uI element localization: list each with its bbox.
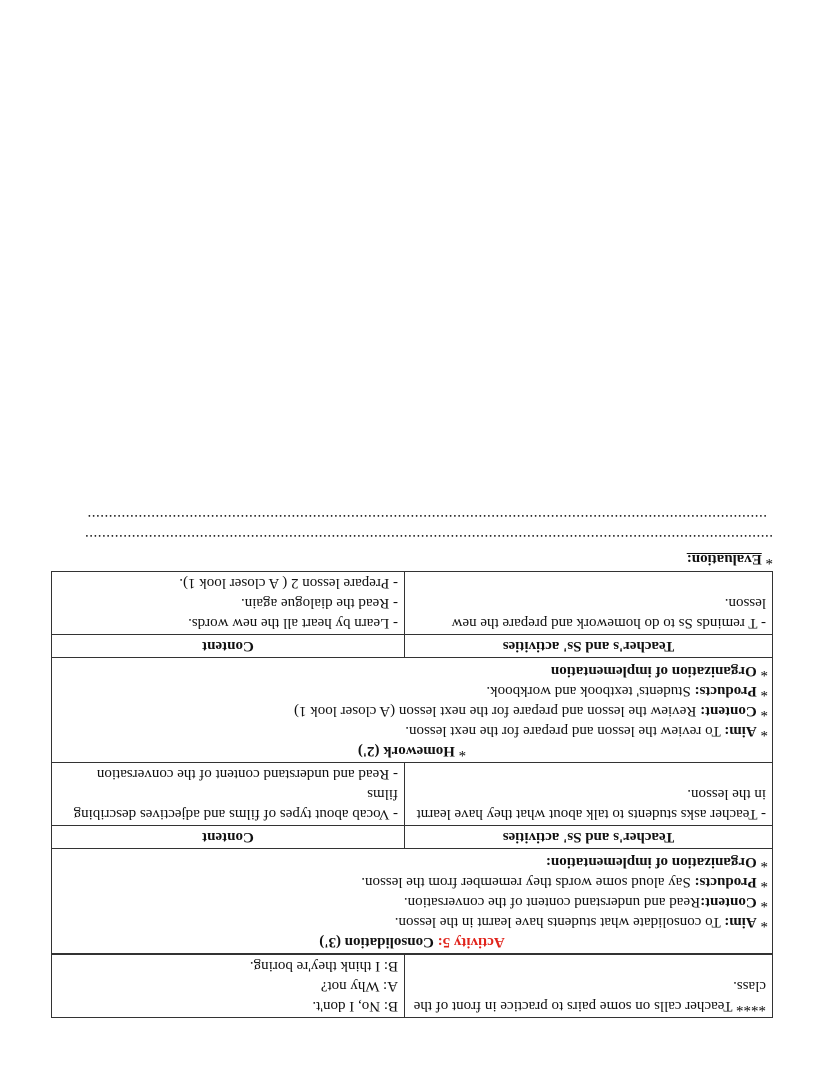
activity5-content: * Content:Read and understand content of the conversation. bbox=[403, 894, 768, 910]
activity5-prefix: Activity 5: bbox=[437, 934, 505, 950]
activity5-organization: * Organization of implementation: bbox=[545, 854, 768, 870]
homework-header-row bbox=[52, 658, 773, 763]
teacher-activity-cell bbox=[405, 955, 773, 1018]
content-cell: - Vocab about types of films and adjectives describing films - Read and understand content of the conversation bbox=[52, 763, 405, 826]
column-header-content: Content bbox=[52, 635, 405, 658]
evaluation-heading: * Evaluation: bbox=[686, 551, 773, 567]
teacher-activity-cell: - T reminds Ss to do homework and prepare the new lesson. bbox=[405, 572, 773, 635]
teacher-activity-cell: - Teacher asks students to talk about what they have learnt in the lesson. bbox=[405, 763, 773, 826]
dialogue-cell bbox=[52, 955, 405, 1018]
evaluation-line: .................................................................................................................................................................. bbox=[84, 531, 773, 547]
evaluation-line: ................................................................................................................................................................ bbox=[87, 511, 767, 527]
activity5-description bbox=[52, 849, 773, 954]
activity5-header-row bbox=[52, 849, 773, 954]
table-row bbox=[52, 955, 773, 1018]
lesson-plan-content bbox=[52, 509, 773, 1018]
activity5-products: * Products: Say aloud some words they remember from the lesson. bbox=[361, 874, 768, 890]
teacher-activity-text: **** Teacher calls on some pairs to practice in front of the class. bbox=[413, 978, 766, 1014]
table-header-row bbox=[52, 635, 773, 658]
content-cell: - Learn by heart all the new words. - Read the dialogue again. - Prepare lesson 2 ( A closer look 1). bbox=[52, 572, 405, 635]
activity5-heading bbox=[56, 932, 768, 952]
column-header-teacher: Teacher's and Ss' activities bbox=[405, 826, 773, 849]
practice-table bbox=[51, 954, 773, 1018]
homework-content: * Content: Review the lesson and prepare for the next lesson (A closer look 1) bbox=[293, 703, 768, 719]
homework-organization: * Organization of implementation bbox=[550, 663, 768, 679]
activity5-table bbox=[51, 571, 773, 954]
dialogue-line: B: I think they're boring. bbox=[249, 958, 398, 974]
homework-heading: * Homework (2') bbox=[357, 743, 467, 759]
table-header-row bbox=[52, 826, 773, 849]
homework-aim: * Aim: To review the lesson and prepare for the next lesson. bbox=[405, 723, 768, 739]
homework-title: Homework (2') bbox=[357, 743, 455, 759]
homework-products: * Products: Students' textbook and workbook. bbox=[486, 683, 768, 699]
table-row bbox=[52, 763, 773, 826]
table-row bbox=[52, 572, 773, 635]
activity5-aim: * Aim: To consolidate what students have learnt in the lesson. bbox=[394, 914, 768, 930]
dialogue-line: A: Why not? bbox=[320, 978, 398, 994]
homework-description bbox=[52, 658, 773, 763]
column-header-content: Content bbox=[52, 826, 405, 849]
dialogue-line: B: No, I don't. bbox=[312, 998, 398, 1014]
activity5-title: Consolidation (3') bbox=[319, 934, 434, 950]
column-header-teacher: Teacher's and Ss' activities bbox=[405, 635, 773, 658]
